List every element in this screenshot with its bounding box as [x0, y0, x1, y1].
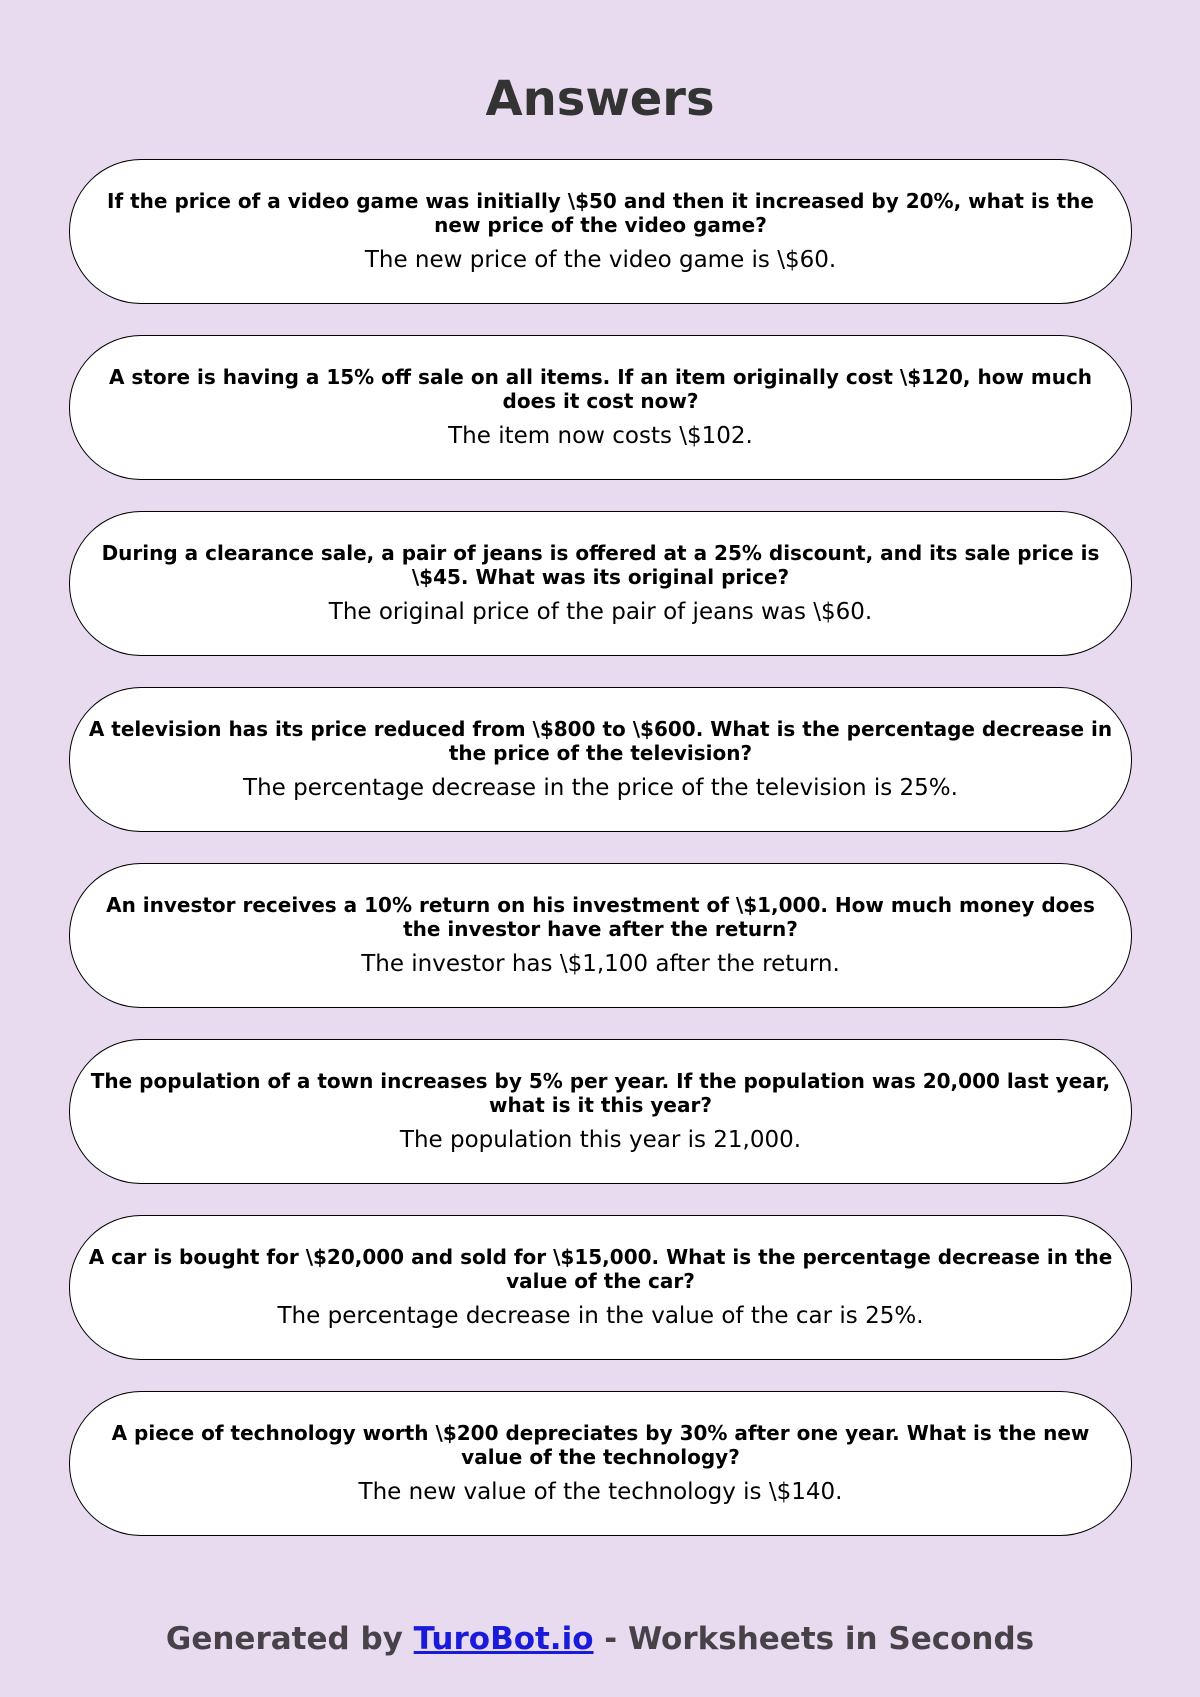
answer-card: [69, 863, 1132, 1008]
answer-card: [69, 1391, 1132, 1536]
question-text: A piece of technology worth \$200 depreciates by 30% after one year. What is the new value of the technology?: [111, 1421, 1090, 1469]
question-text: A television has its price reduced from \$800 to \$600. What is the percentage decrease in the price of the television?: [88, 717, 1113, 765]
answer-list: [69, 159, 1132, 1567]
page-title: Answers: [485, 71, 715, 127]
answer-text: The population this year is 21,000.: [399, 1127, 802, 1153]
footer-suffix: - Worksheets in Seconds: [593, 1621, 1035, 1657]
answer-card: [69, 687, 1132, 832]
footer-prefix: Generated by: [165, 1621, 414, 1657]
answer-text: The item now costs \$102.: [448, 423, 753, 449]
question-text: During a clearance sale, a pair of jeans is offered at a 25% discount, and its sale price is \$45. What was its original price?: [101, 541, 1100, 589]
question-text: A store is having a 15% off sale on all items. If an item originally cost \$120, how much does it cost now?: [108, 365, 1093, 413]
question-text: An investor receives a 10% return on his investment of \$1,000. How much money does the investor have after the return?: [106, 893, 1095, 941]
answer-text: The investor has \$1,100 after the return.: [361, 951, 840, 977]
answer-card: [69, 335, 1132, 480]
answer-text: The original price of the pair of jeans was \$60.: [328, 599, 873, 625]
question-text: The population of a town increases by 5% per year. If the population was 20,000 last year, what is it this year?: [90, 1069, 1111, 1117]
footer: [0, 1614, 1200, 1664]
turobot-link[interactable]: TuroBot.io: [413, 1621, 594, 1657]
question-text: A car is bought for \$20,000 and sold for \$15,000. What is the percentage decrease in the value of the car?: [88, 1245, 1113, 1293]
answer-text: The percentage decrease in the value of the car is 25%.: [277, 1303, 924, 1329]
answer-card: [69, 159, 1132, 304]
answer-card: [69, 511, 1132, 656]
question-text: If the price of a video game was initially \$50 and then it increased by 20%, what is the new price of the video game?: [107, 189, 1094, 237]
answer-card: [69, 1039, 1132, 1184]
answer-card: [69, 1215, 1132, 1360]
answer-text: The new value of the technology is \$140.: [358, 1479, 843, 1505]
answer-text: The percentage decrease in the price of the television is 25%.: [243, 775, 958, 801]
answer-text: The new price of the video game is \$60.: [364, 247, 837, 273]
